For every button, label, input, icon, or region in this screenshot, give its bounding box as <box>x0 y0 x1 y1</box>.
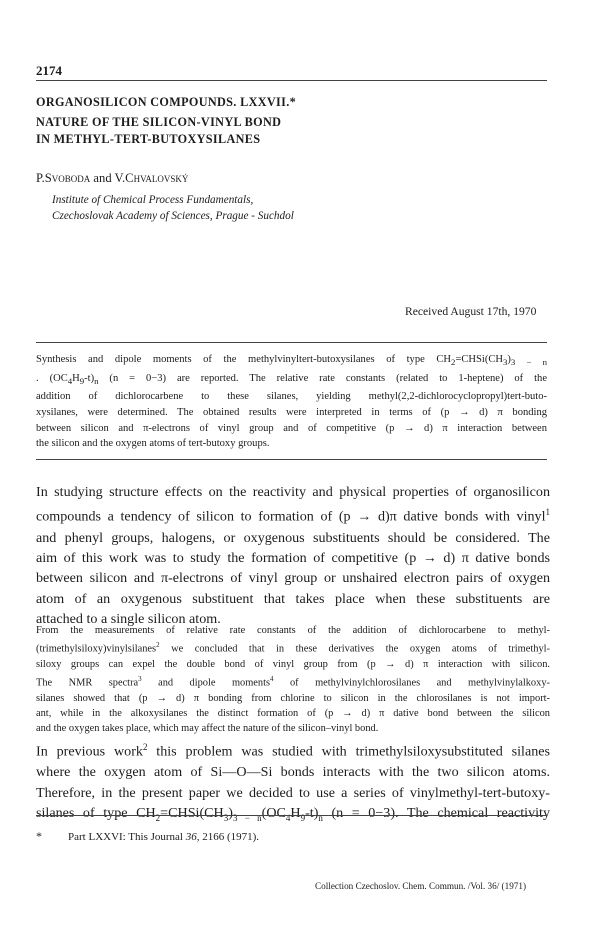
author-1-name: Svoboda <box>44 171 91 185</box>
paragraph-line: and phenyl groups, halogens, or oxygenous substituents should be considered. The <box>36 529 550 546</box>
author-1-initial: P. <box>36 171 45 185</box>
footnote <box>36 829 259 844</box>
article-title-line-3: IN METHYL-TERT-BUTOXYSILANES <box>36 132 261 146</box>
affiliation-line-1: Institute of Chemical Process Fundamentals, <box>52 194 254 206</box>
author-conjunction: and <box>90 171 115 185</box>
paragraph-line: atom of an oxygenous substituent that takes place when these substituents are <box>36 590 550 607</box>
author-2-initial: V. <box>114 171 126 185</box>
article-title-line-2: NATURE OF THE SILICON-VINYL BOND <box>36 115 282 129</box>
footnote-volume: 36, <box>185 831 200 843</box>
journal-footer: Collection Czechoslov. Chem. Commun. /Vol. 36/ (1971) <box>315 881 527 891</box>
body-paragraph-2 <box>36 623 550 736</box>
paragraph-line: silanes of type $CH_2=CHSi(CH_3)_{3 - n}(OC_4H_9-t)_n$ (n = 0−3). The chemical reactivity <box>36 804 551 823</box>
abstract-top-rule <box>36 342 547 343</box>
abstract-line: . $(OC_4H_9-t)_n$ (n = 0−3) are reported. The relative rate constants (related to 1-heptene) of the <box>36 372 547 386</box>
paragraph-line: aim of this work was to study the formation of competitive (p → d) π dative bonds <box>36 549 550 566</box>
paragraph-line: The NMR spectra$^3$ and dipole moments$^4$ of methylvinylchlorosilanes and methylvinylalkoxy- <box>36 675 550 689</box>
footnote-text-end: 2166 (1971). <box>199 831 260 843</box>
abstract-line: the silicon and the oxygen atoms of tert-butoxy groups. <box>36 438 270 450</box>
paragraph-line: between silicon and π-electrons of vinyl group or unshaired electron pairs of oxygen <box>36 570 550 587</box>
abstract-line: between silicon and π-electrons of vinyl group and of competitive (p → d) π interaction between <box>36 422 547 434</box>
paragraph-line: siloxy groups can expel the double bond of vinyl group from (p → d) π interaction with silicon. <box>36 658 550 670</box>
paragraph-line: compounds a tendency of silicon to formation of (p → d)π dative bonds with vinyl$^1$ <box>36 507 550 526</box>
paragraph-line: attached to a single silicon atom. <box>36 611 221 628</box>
author-2-name: Chvalovský <box>125 171 189 185</box>
abstract-line: Synthesis and dipole moments of the methylvinyltert-butoxysilanes of type $CH_2=CHSi(CH_3)_{3 - n}$ <box>36 354 547 368</box>
abstract-line: xysilanes, were determined. The obtained results were interpreted in terms of (p → d) π bonding <box>36 407 547 418</box>
paragraph-line: In studying structure effects on the reactivity and physical properties of organosilicon <box>36 484 550 500</box>
article-title-line-1: ORGANOSILICON COMPOUNDS. LXXVII.* <box>36 95 297 109</box>
paragraph-line: silanes showed that (p → d) π bonding from chlorine to silicon in the chlorosilanes is not import- <box>36 692 550 704</box>
paragraph-line: ant, while in the alkoxysilanes the distinct formation of (p → d) π dative bond between the silicon <box>36 707 550 719</box>
received-date: Received August 17th, 1970 <box>405 305 537 318</box>
page-number: 2174 <box>36 63 62 78</box>
paragraph-line: where the oxygen atom of Si—O—Si bonds interacts with the two silicon atoms. <box>36 764 550 781</box>
paragraph-line: (trimethylsiloxy)vinylsilanes$^2$ we concluded that in these derivatives the oxygen atoms of trimethyl- <box>36 641 550 655</box>
paragraph-line: In previous work$^2$ this problem was studied with trimethylsiloxysubstituted silanes <box>36 742 550 760</box>
footnote-marker: * <box>36 829 42 843</box>
footnote-text: Part LXXVI: This Journal <box>68 831 186 843</box>
affiliation-line-2: Czechoslovak Academy of Sciences, Prague - Suchdol <box>52 210 294 222</box>
abstract <box>36 352 547 452</box>
body-paragraph-1 <box>36 482 550 630</box>
footnote-rule <box>36 815 547 816</box>
paragraph-line: Therefore, in the present paper we decided to use a series of vinylmethyl-tert-butoxy- <box>36 784 550 801</box>
abstract-line: addition of dichlorocarbene to these silanes, yielding methyl(2,2-dichlorocyclopropyl)tert-buto- <box>36 391 547 403</box>
header-rule <box>36 80 547 81</box>
paragraph-line: From the measurements of relative rate constants of the addition of dichlorocarbene to methyl- <box>36 625 550 636</box>
author-list <box>36 171 188 186</box>
paragraph-line: and the oxygen takes place, which may affect the nature of the silicon–vinyl bond. <box>36 723 379 735</box>
abstract-bottom-rule <box>36 459 547 460</box>
